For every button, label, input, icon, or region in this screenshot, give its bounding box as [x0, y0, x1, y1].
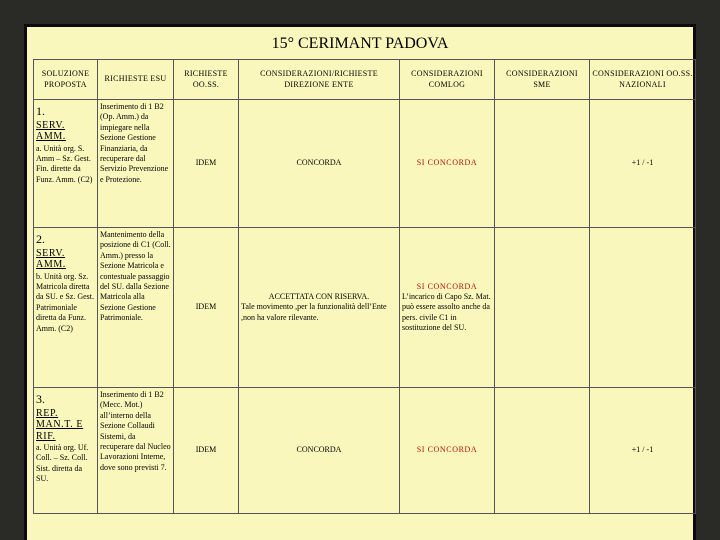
col-header-comlog: CONSIDERAZIONI COMLOG: [400, 60, 495, 100]
table-row: [34, 100, 696, 228]
direzione-cell: [239, 228, 400, 388]
comlog-cell: [400, 228, 495, 388]
page-title: 15° CERIMANT PADOVA: [271, 35, 449, 52]
comlog-cell: [400, 388, 495, 514]
sme-cell: [495, 100, 590, 228]
table-row: [34, 228, 696, 388]
row-heading: REP. MAN.T. E RIF.: [36, 407, 84, 442]
header-row: [34, 60, 696, 100]
sme-cell: [495, 388, 590, 514]
direzione-cell: [239, 100, 400, 228]
col-header-sme: CONSIDERAZIONI SME: [495, 60, 590, 100]
comlog-note: L’incarico di Capo Sz. Mat. può essere assolto anche da pers. civile C1 in sostituzione del SU.: [402, 291, 491, 333]
col-header-esu: RICHIESTE ESU: [98, 60, 174, 100]
esu-cell: Inserimento di 1 B2 (Op. Amm.) da impiegare nella Sezione Gestione Finanziaria, da recuperare dal Servizio Prevenzione e Protezione.: [98, 100, 174, 228]
comlog-verdict: SI CONCORDA: [416, 445, 478, 455]
nazionali-cell: [590, 228, 696, 388]
comlog-verdict: SI CONCORDA: [416, 281, 478, 291]
esu-cell: Mantenimento della posizione di C1 (Coll. Amm.) presso la Sezione Matricola e contestuale passaggio del SU. dalla Sezione Matricola alla Sezione Gestione Patrimoniale.: [98, 228, 174, 388]
col-header-soluzione: SOLUZIONE PROPOSTA: [34, 60, 98, 100]
direzione-note: Tale movimento ,per la funzionalità dell’Ente ,non ha valore rilevante.: [241, 302, 387, 322]
nazionali-cell: +1 / -1: [590, 388, 696, 514]
direzione-verdict: ACCETTATA CON RISERVA.: [268, 291, 370, 301]
row-heading: SERV. AMM.: [36, 247, 66, 271]
ooss-cell: IDEM: [174, 228, 239, 388]
row-number: 1.: [36, 104, 45, 118]
col-header-nazionali: CONSIDERAZIONI OO.SS. NAZIONALI: [590, 60, 696, 100]
ooss-cell: IDEM: [174, 100, 239, 228]
direzione-cell: [239, 388, 400, 514]
table-row: [34, 388, 696, 514]
row-description: b. Unità org. Sz. Matricola diretta da SU. e Sz. Gest. Patrimoniale diretta da Funz. Amm. (C2): [36, 271, 94, 333]
row-description: a. Unità org. S. Amm – Sz. Gest. Fin. dirette da Funz. Amm. (C2): [36, 143, 93, 184]
direzione-verdict: CONCORDA: [296, 445, 342, 455]
row-number: 3.: [36, 392, 45, 406]
proposal-table: [33, 59, 696, 514]
row-description: a. Unità org. Uf. Coll. – Sz. Coll. Sist. diretta da SU.: [36, 443, 89, 484]
direzione-verdict: CONCORDA: [296, 158, 342, 168]
comlog-cell: [400, 100, 495, 228]
sme-cell: [495, 228, 590, 388]
soluzione-cell: [34, 228, 98, 388]
ooss-cell: IDEM: [174, 388, 239, 514]
soluzione-cell: [34, 388, 98, 514]
soluzione-cell: [34, 100, 98, 228]
row-heading: SERV. AMM.: [36, 119, 66, 143]
row-number: 2.: [36, 232, 45, 246]
comlog-verdict: SI CONCORDA: [416, 158, 478, 168]
nazionali-cell: +1 / -1: [590, 100, 696, 228]
col-header-direzione: CONSIDERAZIONI/RICHIESTE DIREZIONE ENTE: [239, 60, 400, 100]
col-header-ooss: RICHIESTE OO.SS.: [174, 60, 239, 100]
esu-cell: Inserimento di 1 B2 (Mecc. Mot.) all’interno della Sezione Collaudi Sistemi, da recuperare dal Nucleo Lavorazioni Interne, dove sono previsti 7.: [98, 388, 174, 514]
